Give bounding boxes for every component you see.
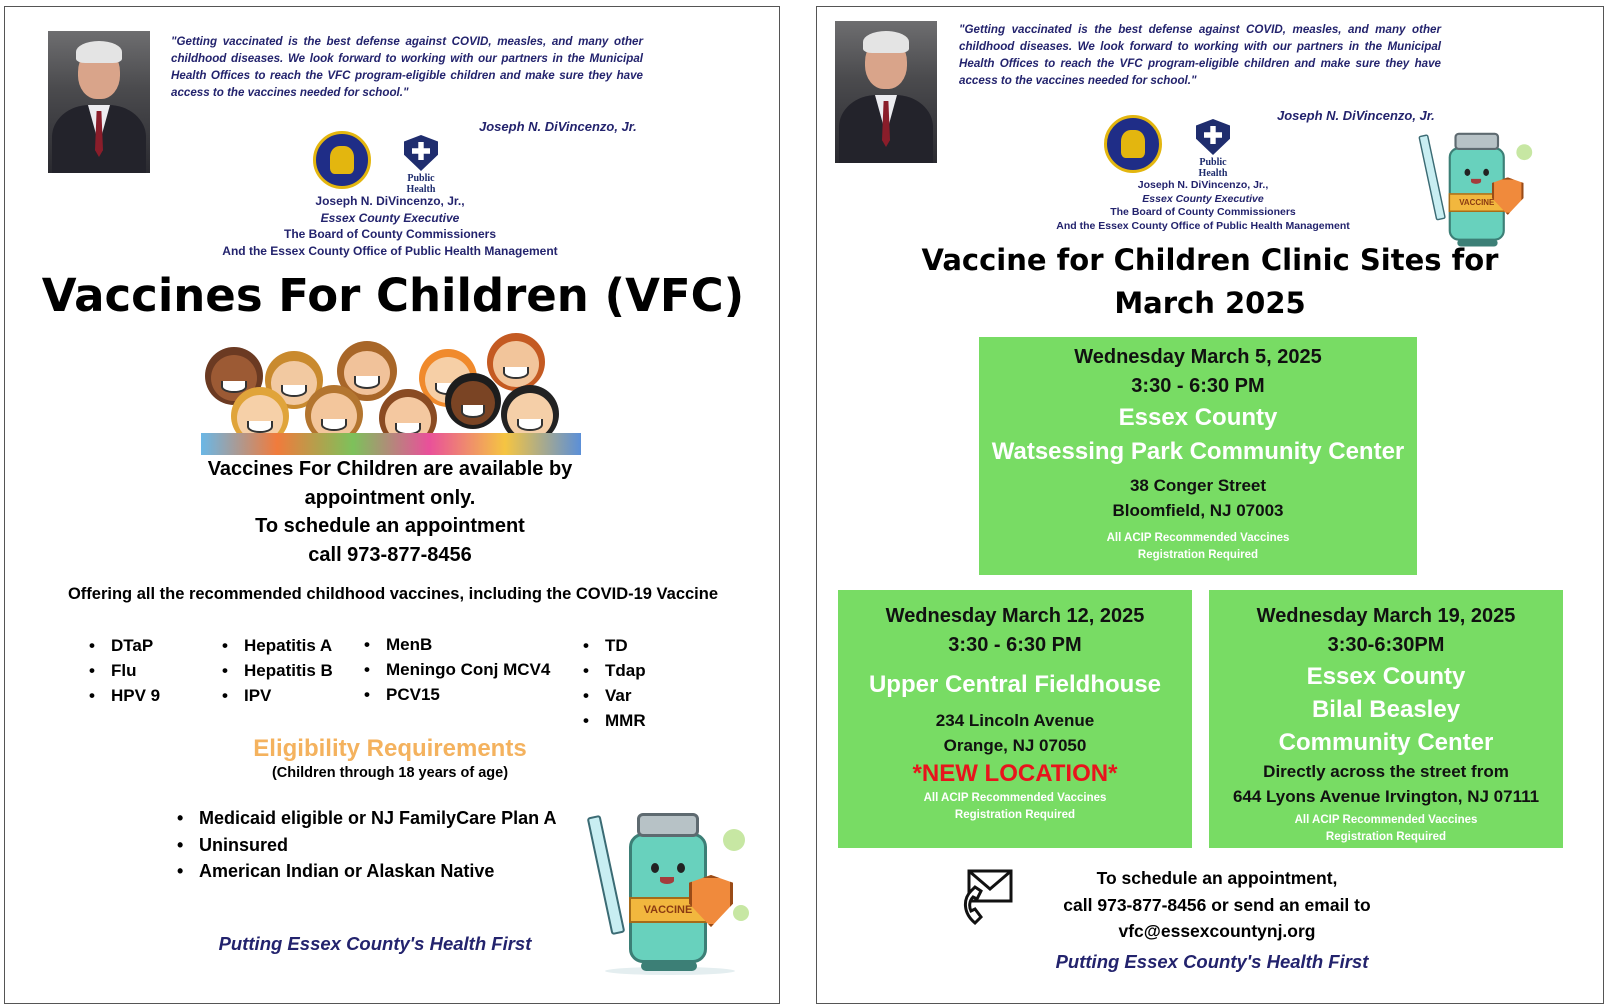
quote-author: Joseph N. DiVincenzo, Jr.: [479, 119, 637, 134]
flyer-vfc-general: [4, 6, 780, 1004]
clinic-note-registration: Registration Required: [954, 809, 1076, 821]
vaccine-item: • MenB: [364, 632, 550, 657]
public-health-shield-icon: [393, 135, 449, 195]
clinic-note-registration: Registration Required: [1137, 549, 1259, 561]
page-title-line-2: March 2025: [1114, 286, 1306, 320]
vaccine-item: • MMR: [583, 708, 646, 733]
executive-quote: "Getting vaccinated is the best defense against COVID, measles, and many other childhood diseases. We look forward to working with our partners in the Municipal Health Offices to reach the VFC program-eligible children and make sure they have access to the vaccines needed for school.": [959, 23, 1441, 87]
org-exec-name: Joseph N. DiVincenzo, Jr.,: [315, 194, 465, 208]
organization-block: [165, 193, 615, 259]
clinic-directions: Directly across the street from: [1263, 762, 1509, 781]
vaccine-list-col-1: [89, 633, 160, 708]
new-location-badge: *NEW LOCATION*: [912, 760, 1118, 787]
availability-line-2: appointment only.: [304, 486, 476, 509]
vaccine-item: • IPV: [222, 683, 333, 708]
organization-block: [1012, 179, 1394, 233]
contact-email[interactable]: vfc@essexcountynj.org: [1118, 921, 1316, 941]
vaccine-item: • Tdap: [583, 658, 646, 683]
public-health-shield-icon: [1185, 119, 1241, 179]
clinic-note-registration: Registration Required: [1325, 831, 1447, 843]
clinic-date: Wednesday March 19, 2025: [1256, 605, 1516, 627]
clinic-address-street: 38 Conger Street: [1129, 476, 1267, 495]
org-board: The Board of County Commissioners: [1110, 206, 1296, 218]
vaccine-item: • PCV15: [364, 682, 550, 707]
availability-phone: call 973-877-8456: [308, 543, 472, 566]
clinic-date: Wednesday March 12, 2025: [885, 605, 1145, 627]
clinic-venue-name: Watsessing Park Community Center: [991, 438, 1405, 465]
clinic-address-city: Bloomfield, NJ 07003: [1112, 501, 1284, 520]
clinic-address-city: Orange, NJ 07050: [943, 736, 1087, 755]
vaccine-item: • Hepatitis B: [222, 658, 333, 683]
vial-label: VACCINE: [629, 897, 707, 923]
org-exec-title: Essex County Executive: [320, 210, 460, 225]
eligibility-list: [177, 805, 556, 885]
clinic-note-vaccines: All ACIP Recommended Vaccines: [923, 792, 1107, 804]
vaccine-item: • Var: [583, 683, 646, 708]
contact-phone: call 973-877-8456 or send an email to: [1063, 894, 1371, 915]
contact-block: [1007, 865, 1427, 945]
availability-block: [105, 455, 675, 569]
county-seal-icon: [1104, 115, 1162, 173]
clinic-card-march-19: [1209, 590, 1563, 848]
vaccine-item: • DTaP: [89, 633, 160, 658]
eligibility-title: Eligibility Requirements: [253, 735, 527, 762]
eligibility-item: • Uninsured: [177, 832, 556, 859]
clinic-venue: Essex County: [1306, 663, 1466, 690]
availability-line-3: To schedule an appointment: [255, 515, 525, 537]
vaccine-list-col-3: [364, 632, 550, 707]
clinic-venue-type: Community Center: [1278, 729, 1494, 756]
kids-illustration: [201, 329, 581, 455]
vaccine-item: • HPV 9: [89, 683, 160, 708]
flyer-clinic-sites: [816, 6, 1604, 1004]
vaccine-list-col-4: [583, 633, 646, 733]
clinic-venue: Essex County: [1118, 404, 1278, 431]
clinic-time: 3:30 - 6:30 PM: [1131, 375, 1265, 397]
org-exec-title: Essex County Executive: [1142, 192, 1264, 205]
official-photo: [48, 31, 150, 173]
vaccine-list-col-2: [222, 633, 333, 708]
vaccine-item: • Hepatitis A: [222, 633, 333, 658]
official-photo: [835, 21, 937, 163]
page-title-line-1: Vaccine for Children Clinic Sites for: [921, 243, 1499, 277]
eligibility-subtitle: (Children through 18 years of age): [271, 765, 509, 781]
executive-quote: "Getting vaccinated is the best defense against COVID, measles, and many other childhood diseases. We look forward to working with our partners in the Municipal Health Offices to reach the VFC program-eligible children and make sure they have access to the vaccines needed for school.": [171, 35, 643, 99]
clinic-time: 3:30 - 6:30 PM: [948, 634, 1082, 656]
vial-label: VACCINE: [1449, 193, 1505, 212]
county-seal-icon: [313, 131, 371, 189]
vaccine-item: • TD: [583, 633, 646, 658]
clinic-card-march-12: [838, 590, 1192, 848]
page-title: Vaccines For Children (VFC): [41, 269, 745, 322]
clinic-venue-name: Bilal Beasley: [1311, 696, 1461, 723]
public-health-logo-text: Public Health: [1198, 157, 1228, 179]
offering-statement: Offering all the recommended childhood vaccines, including the COVID-19 Vaccine: [67, 585, 719, 603]
org-office: And the Essex County Office of Public Health Management: [222, 243, 558, 258]
clinic-time: 3:30-6:30PM: [1327, 634, 1445, 656]
vaccine-mascot-illustration: [1417, 127, 1539, 221]
phone-envelope-icon: [961, 869, 1013, 929]
org-board: The Board of County Commissioners: [283, 227, 497, 241]
clinic-note-vaccines: All ACIP Recommended Vaccines: [1106, 532, 1290, 544]
eligibility-item: • American Indian or Alaskan Native: [177, 858, 556, 885]
clinic-address-street: 234 Lincoln Avenue: [935, 711, 1095, 730]
footer-tagline: Putting Essex County's Health First: [1055, 951, 1369, 972]
org-exec-name: Joseph N. DiVincenzo, Jr.,: [1137, 179, 1269, 191]
clinic-card-march-5: [979, 337, 1417, 575]
quote-author: Joseph N. DiVincenzo, Jr.: [1277, 108, 1435, 123]
clinic-venue: Upper Central Fieldhouse: [868, 671, 1162, 698]
availability-line-1: Vaccines For Children are available by: [207, 458, 573, 480]
vaccine-item: • Flu: [89, 658, 160, 683]
contact-line-1: To schedule an appointment,: [1096, 868, 1338, 888]
clinic-note-vaccines: All ACIP Recommended Vaccines: [1294, 814, 1478, 826]
vaccine-item: • Meningo Conj MCV4: [364, 657, 550, 682]
org-office: And the Essex County Office of Public Health Management: [1056, 219, 1350, 232]
footer-tagline: Putting Essex County's Health First: [218, 933, 532, 954]
clinic-address: 644 Lyons Avenue Irvington, NJ 07111: [1232, 787, 1540, 806]
eligibility-item: • Medicaid eligible or NJ FamilyCare Plan A: [177, 805, 556, 832]
public-health-logo-text: Public Health: [406, 173, 436, 195]
clinic-date: Wednesday March 5, 2025: [1074, 346, 1322, 368]
